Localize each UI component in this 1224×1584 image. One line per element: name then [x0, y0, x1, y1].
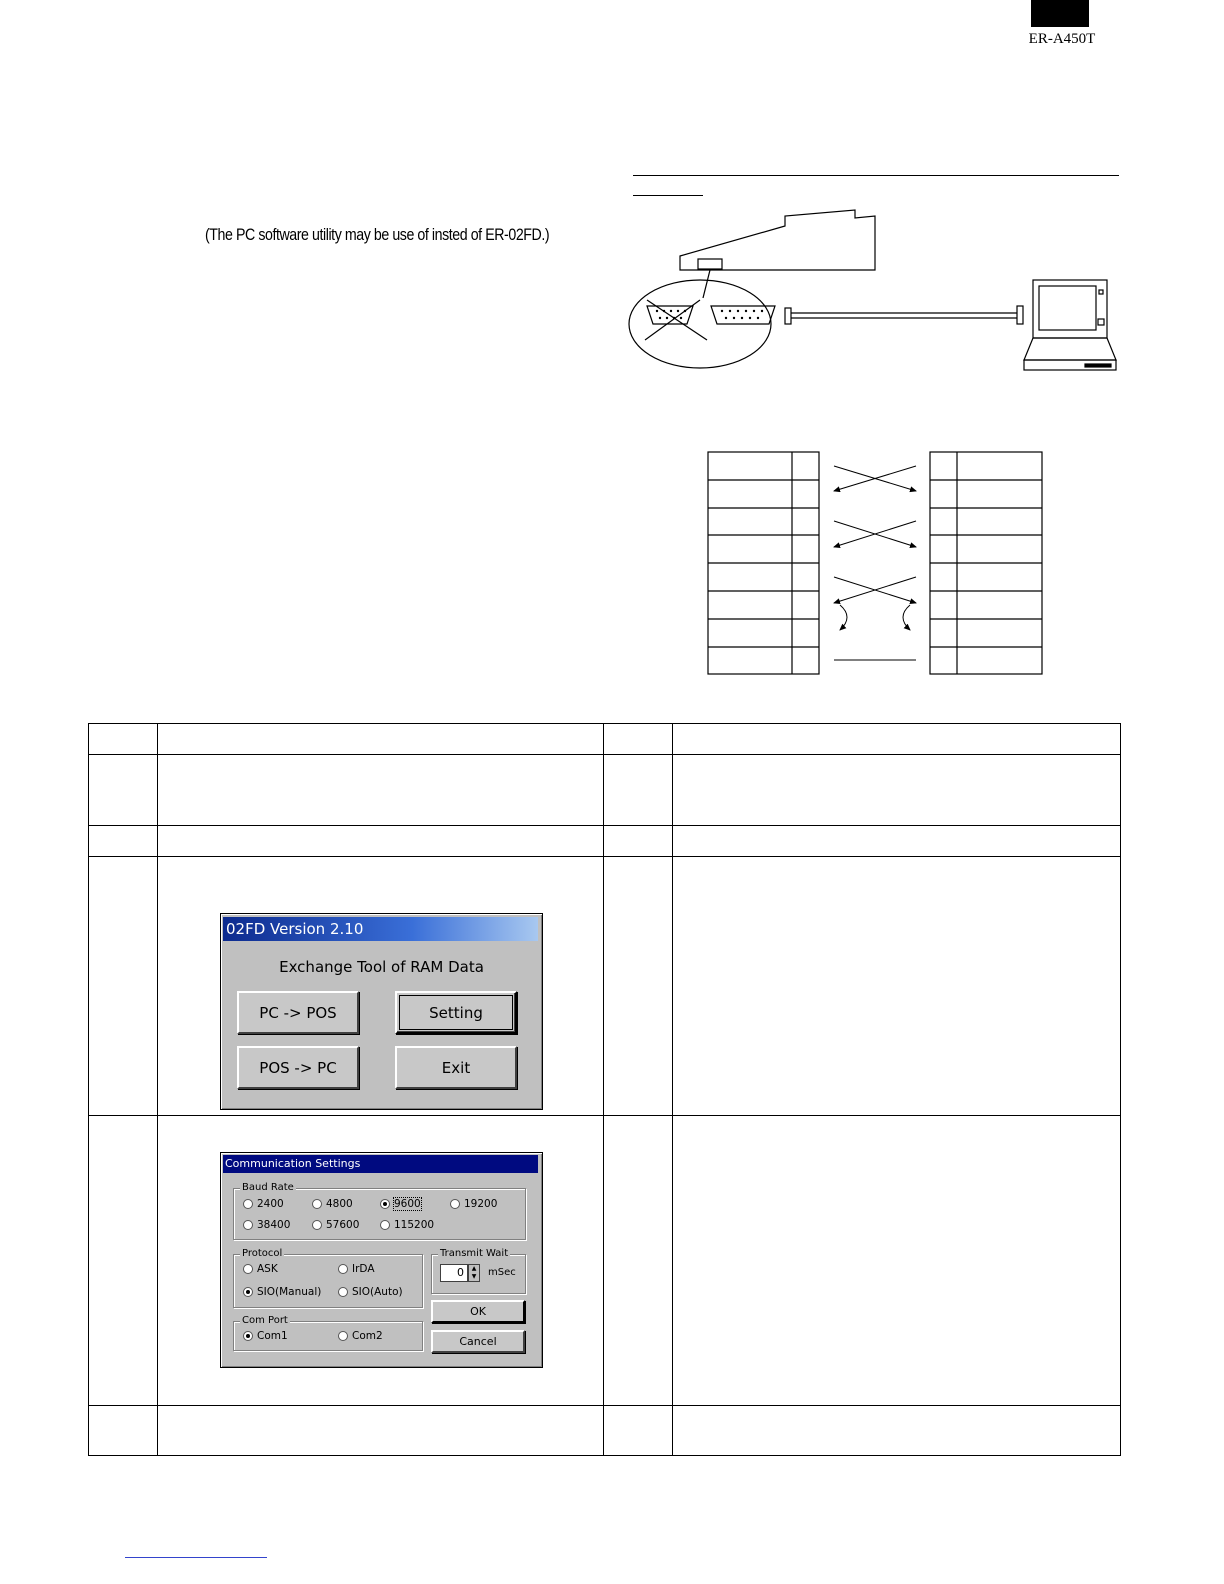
dialog-title: Communication Settings [223, 1155, 538, 1173]
section-rule-short [633, 195, 703, 196]
transmit-wait-unit: mSec [488, 1267, 516, 1278]
protocol-group [233, 1248, 423, 1308]
ok-button[interactable]: OK [431, 1300, 525, 1323]
radio-dot-selected [243, 1287, 253, 1297]
header-black-tab [1031, 0, 1089, 27]
radio-label: ASK [257, 1263, 278, 1275]
cancel-button[interactable]: Cancel [431, 1330, 525, 1353]
radio-dot [312, 1199, 322, 1209]
baud-4800-radio[interactable] [312, 1198, 353, 1210]
com1-radio[interactable] [243, 1330, 288, 1342]
transmit-wait-spinner[interactable] [468, 1264, 480, 1282]
baud-115200-radio[interactable] [380, 1219, 434, 1231]
table-row [89, 755, 1121, 826]
cable-plug-right [1017, 306, 1023, 324]
cable-plug-left [785, 308, 791, 324]
radio-label: 19200 [464, 1198, 498, 1210]
spinner-down-icon[interactable]: ▼ [471, 1273, 477, 1280]
communication-settings-dialog [220, 1152, 543, 1368]
com2-radio[interactable] [338, 1330, 383, 1342]
radio-label: 4800 [326, 1198, 353, 1210]
pos-to-pc-button[interactable]: POS -> PC [237, 1046, 359, 1089]
radio-label: 2400 [257, 1198, 284, 1210]
radio-dot [338, 1287, 348, 1297]
ecr-body [680, 210, 875, 270]
radio-label: 115200 [394, 1219, 435, 1231]
baud-57600-radio[interactable] [312, 1219, 359, 1231]
com-port-group [233, 1315, 423, 1351]
table-row [89, 1406, 1121, 1456]
baud-rate-label: Baud Rate [242, 1182, 294, 1193]
section-rule [633, 175, 1119, 176]
serial-port [698, 259, 722, 269]
footer-link-underline[interactable] [125, 1557, 267, 1558]
radio-label: Com1 [257, 1330, 288, 1342]
protocol-label: Protocol [242, 1248, 283, 1259]
radio-dot [338, 1264, 348, 1274]
exit-button[interactable]: Exit [395, 1046, 517, 1089]
transmit-wait-label: Transmit Wait [440, 1248, 509, 1259]
baud-rate-group [233, 1182, 526, 1240]
table-header-row [89, 724, 1121, 755]
protocol-irda-radio[interactable] [338, 1263, 375, 1275]
pc-to-pos-button[interactable]: PC -> POS [237, 991, 359, 1034]
radio-label: SIO(Manual) [257, 1286, 322, 1298]
radio-label: 9600 [394, 1198, 421, 1210]
radio-dot [243, 1220, 253, 1230]
com-port-label: Com Port [242, 1315, 288, 1326]
radio-dot-selected [380, 1199, 390, 1209]
radio-dot [450, 1199, 460, 1209]
radio-label: 38400 [257, 1219, 291, 1231]
baud-9600-radio[interactable] [380, 1198, 421, 1210]
connection-diagram [625, 200, 1125, 380]
02fd-main-dialog [220, 913, 543, 1110]
table-row [89, 826, 1121, 857]
model-number: ER-A450T [1028, 31, 1096, 47]
radio-dot [243, 1264, 253, 1274]
baud-38400-radio[interactable] [243, 1219, 290, 1231]
radio-dot [338, 1331, 348, 1341]
db9-connector [711, 306, 775, 324]
spinner-up-icon[interactable]: ▲ [471, 1265, 477, 1272]
transmit-wait-group [431, 1248, 526, 1294]
baud-2400-radio[interactable] [243, 1198, 284, 1210]
wiring-diagram [700, 445, 1050, 680]
protocol-sio-auto-radio[interactable] [338, 1286, 403, 1298]
dialog-title: 02FD Version 2.10 [223, 917, 538, 941]
software-utility-note: (The PC software utility may be use of insted of ER-02FD.) [205, 226, 550, 244]
transmit-wait-input[interactable]: 0 [440, 1264, 468, 1282]
radio-dot [312, 1220, 322, 1230]
laptop-keyboard [1024, 338, 1116, 360]
baud-19200-radio[interactable] [450, 1198, 497, 1210]
radio-dot [380, 1220, 390, 1230]
radio-label: SIO(Auto) [352, 1286, 403, 1298]
radio-label: 57600 [326, 1219, 360, 1231]
radio-label: Com2 [352, 1330, 383, 1342]
radio-dot-selected [243, 1331, 253, 1341]
dialog-subtitle: Exchange Tool of RAM Data [279, 958, 484, 976]
radio-label: IrDA [352, 1263, 375, 1275]
protocol-ask-radio[interactable] [243, 1263, 278, 1275]
radio-dot [243, 1199, 253, 1209]
setting-button[interactable]: Setting [395, 991, 517, 1034]
protocol-sio-manual-radio[interactable] [243, 1286, 321, 1298]
